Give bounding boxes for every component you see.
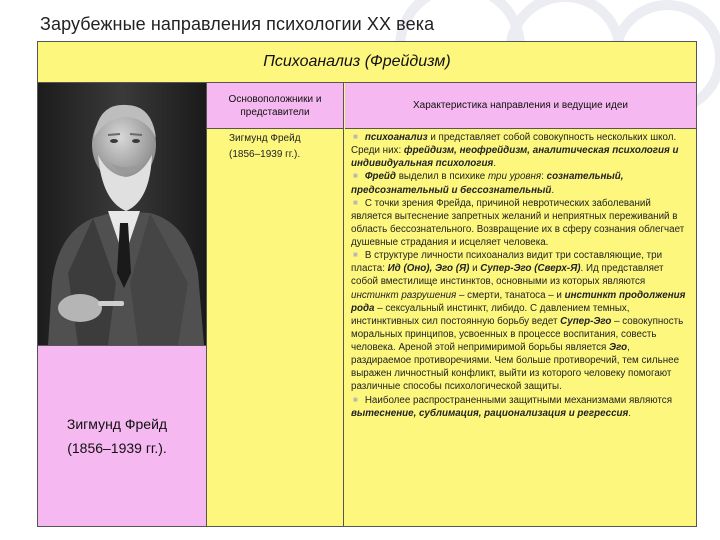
portrait-years: (1856–1939 гг.). (67, 440, 167, 456)
founder-name: Зигмунд Фрейд (229, 133, 301, 144)
portrait-name: Зигмунд Фрейд (66, 415, 168, 432)
slide-title: Зарубежные направления психологии XX века (40, 14, 435, 34)
bullet-icon: ■ (353, 132, 358, 141)
ideas-cell (345, 129, 696, 526)
direction-title: Психоанализ (Фрейдизм) (263, 53, 451, 70)
idea-paragraph: ■ В структуре личности психоанализ видит три составляющие, три пласта: Ид (Оно), Эго (Я) и Супер-Эго (Сверх-Я). Ид представляет собой вместилище инстинктов, основными из которых являются инстинкт разрушения – смерти, танатоса – и инстинкт продолжения рода – сексуальный инстинкт, либидо. С давлением темных, инстинктивных сил постоянную борьбу ведет Супер-Эго – совокупность моральных принципов, усвоенных в процессе воспитания, совесть человека. Ареной этой непримиримой борьбы является Эго, раздираемое противоречиями. Чем больше противоречий, тем сильнее выражен личностный конфликт, выйти из которого человеку помогают различные способы психологической защиты. (351, 250, 686, 393)
bullet-icon: ■ (353, 197, 358, 207)
header-founders: Основоположники и представители (207, 83, 344, 129)
founder-years: (1856–1939 гг.). (229, 148, 301, 160)
bullet-icon: ■ (353, 394, 358, 404)
header-description: Характеристика направления и ведущие идеи (345, 83, 696, 129)
portrait-image (38, 83, 206, 345)
bullet-icon: ■ (353, 171, 358, 181)
bullet-icon: ■ (353, 250, 358, 260)
idea-paragraph: ■ психоанализ и представляет собой совокупность нескольких школ. Среди них: фрейдизм, неофрейдизм, аналитическая психология и индивидуальная психология. (351, 132, 679, 170)
idea-paragraph: ■ С точки зрения Фрейда, причиной невротических заболеваний является вытеснение запретных желаний и неприятных переживаний в область бессознательного. Возвращение их в сферу сознания облегчает душевные страдания и исцеляет человека. (351, 197, 685, 248)
content-table (37, 41, 697, 527)
portrait-photo (38, 83, 207, 346)
direction-banner (38, 42, 696, 83)
idea-paragraph: ■ Наиболее распространенными защитными механизмами являются вытеснение, сублимация, рационализация и регрессия. (351, 394, 673, 419)
portrait-caption (38, 346, 207, 526)
idea-paragraph: ■ Фрейд выделил в психике три уровня: сознательный, предсознательный и бессознательный. (351, 171, 624, 196)
founder-cell (207, 129, 344, 526)
